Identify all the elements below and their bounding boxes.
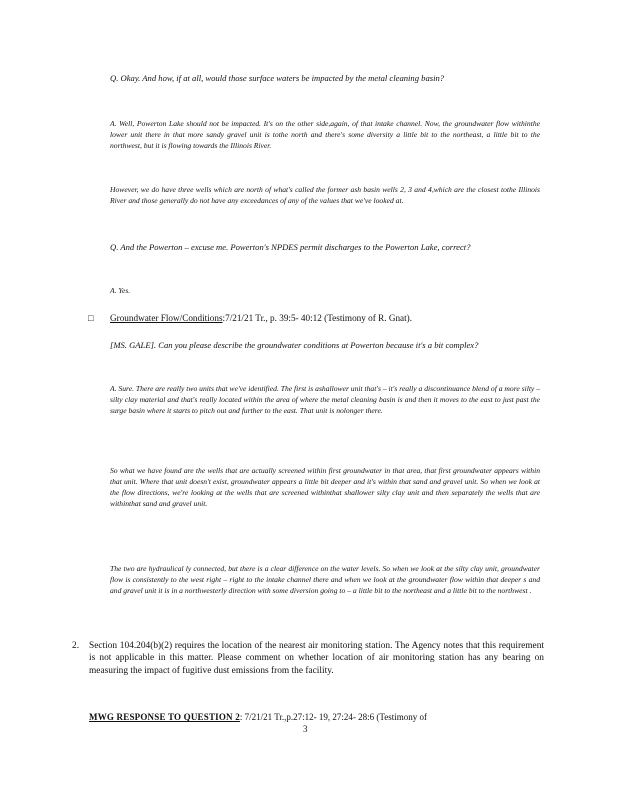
answer-text: However, we do have three wells which are north of what's called the former ash basin wells 2, 3 and 4,which are the closest tothe Illinois River and those generally do not have any exceedances of any of the values that we've looked at. xyxy=(110,185,540,205)
question-text: Q. Okay. And how, if at all, would those surface waters be impacted by the metal cleaning basin? xyxy=(110,73,445,83)
checkbox-bullet-icon: □ xyxy=(88,313,94,323)
response-line xyxy=(89,712,544,723)
question-text: [MS. GALE]. Can you please describe the groundwater conditions at Powerton because it's a bit complex? xyxy=(110,340,479,350)
question-2-text: Section 104.204(b)(2) requires the location of the nearest air monitoring station. The Agency notes that this requirement is not applicable in this matter. Please comment on whether location of air monitoring station has any bearing on measuring the impact of fugitive dust emissions from the facility. xyxy=(89,641,544,676)
response-heading: MWG RESPONSE TO QUESTION 2 xyxy=(89,712,240,722)
answer-block-1b xyxy=(110,184,540,206)
answer-block-2 xyxy=(110,285,540,296)
answer-block-1 xyxy=(110,118,540,151)
answer-text: So what we have found are the wells that are actually screened within first groundwater in that area, that first groundwater appears within that unit. Where that unit doesn't exist, groundwater appears a little bit deeper and it's within that sand and gravel unit. So when we look at the flow directions, we're looking at the wells that are screened withinthat shallower silty clay unit and then separately the wells that are withinthat sand and gravel unit. xyxy=(110,466,540,508)
page-number: 3 xyxy=(303,724,308,734)
groundwater-heading: Groundwater Flow/Conditions xyxy=(110,313,223,323)
answer-text: The two are hydraulical ly connected, but there is a clear difference on the water levels. So when we look at the silty clay unit, groundwater flow is consistently to the west right – right to the intake channel there and when we look at the groundwater flow within that deeper s and and gravel unit it is in a northwesterly direction with some diversion going to – a little bit to the northeast and a little bit to the northwest . xyxy=(110,564,540,595)
groundwater-citation: :7/21/21 Tr., p. 39:5- 40:12 (Testimony of R. Gnat). xyxy=(222,313,413,323)
answer-block-3c xyxy=(110,563,540,596)
response-citation: : 7/21/21 Tr.,p.27:12- 19, 27:24- 28:6 (Testimony of xyxy=(239,712,428,722)
question-text: Q. And the Powerton – excuse me. Powerton's NPDES permit discharges to the Powerton Lake, correct? xyxy=(110,242,471,252)
answer-text: A. Well, Powerton Lake should not be impacted. It's on the other side,again, of that intake channel. Now, the groundwater flow withinthe lower unit there in that more sandy gravel unit is tothe north and there's some diversity a little bit to the northeast, a little bit to the northwest, but it is flowing towards the Illinois River. xyxy=(110,119,540,150)
answer-text: A. Yes. xyxy=(110,286,131,295)
answer-block-3b xyxy=(110,465,540,509)
answer-text: A. Sure. There are really two units that we've identified. The first is ashallower unit that's – it's really a discontinuance blend of a more silty – silty clay material and that's really located within the area of where the metal cleaning basin is and then it moves to the east to just past the surge basin where it starts to pitch out and further to the east. That unit is nolonger there. xyxy=(110,384,540,415)
question-block-2 xyxy=(110,242,540,253)
question-block-3 xyxy=(110,340,540,351)
item-number: 2. xyxy=(72,641,80,651)
question-block-1 xyxy=(110,73,540,84)
answer-block-3 xyxy=(110,383,540,416)
